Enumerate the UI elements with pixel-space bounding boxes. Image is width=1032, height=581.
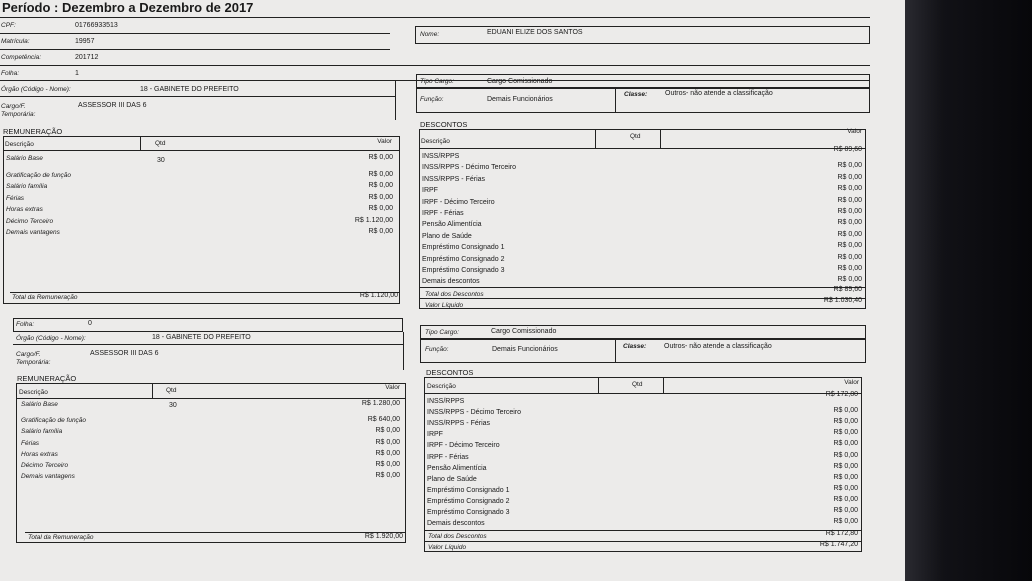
remuneracao-row-desc: Férias: [21, 439, 40, 447]
nome-box: [415, 26, 870, 44]
desconto-row-valor: R$ 0,00: [837, 173, 862, 181]
desconto-row-desc: IRPF: [422, 187, 438, 195]
rem-col-qtd-2: Qtd: [166, 387, 177, 394]
desconto-row-desc: IRPF - Décimo Terceiro: [427, 442, 500, 450]
desconto-row-valor: R$ 0,00: [833, 440, 858, 448]
rem-col-desc-1: Descrição: [5, 141, 34, 148]
desconto-row-desc: Empréstimo Consignado 2: [427, 497, 510, 505]
desconto-row-desc: Plano de Saúde: [422, 232, 472, 240]
remuneracao-row-desc: Décimo Terceiro: [21, 462, 69, 469]
desconto-row-desc: INSS/RPPS - Décimo Terceiro: [427, 409, 522, 417]
desc-col-valor-1: Valor: [847, 128, 862, 135]
desconto-row-desc: Empréstimo Consignado 1: [427, 486, 510, 494]
competencia-value: 201712: [75, 54, 99, 61]
classe-label-1: Classe:: [624, 91, 648, 98]
funcao-label-1: Função:: [420, 96, 444, 103]
desconto-row-desc: Empréstimo Consignado 3: [427, 509, 510, 516]
matricula-label: Matrícula:: [1, 38, 30, 45]
total-descontos-label-1: Total dos Descontos: [425, 291, 484, 298]
tipo-cargo-label-2: Tipo Cargo:: [425, 329, 459, 336]
remuneracao-row-desc: Salário família: [21, 428, 63, 436]
desc-col-valor-2: Valor: [844, 379, 859, 386]
desconto-row-valor: R$ 0,00: [837, 242, 862, 250]
remuneracao-row-valor: R$ 0,00: [375, 438, 400, 446]
desc-col-qtd-1: Qtd: [630, 133, 641, 140]
folha-label-2: Folha:: [16, 321, 35, 328]
desconto-row-valor: R$ 0,00: [837, 253, 862, 261]
cargo-label-1: Cargo/F. Temporária:: [1, 103, 36, 118]
remuneracao-row-valor: R$ 0,00: [368, 170, 393, 178]
tipo-cargo-label-1: Tipo Cargo:: [420, 78, 454, 85]
desconto-row-desc: INSS/RPPS - Férias: [422, 175, 486, 183]
total-remuneracao-value-1: R$ 1.120,00: [359, 292, 398, 299]
tipo-cargo-value-2: Cargo Comissionado: [491, 328, 557, 335]
remuneracao-row-desc: Férias: [6, 194, 25, 202]
funcao-value-1: Demais Funcionários: [487, 96, 553, 103]
desconto-row-valor: R$ 0,00: [833, 518, 858, 526]
remuneracao-title-1: REMUNERAÇÃO: [3, 127, 63, 136]
desconto-row-desc: INSS/RPPS - Décimo Terceiro: [422, 164, 517, 172]
folha-value-1: 1: [75, 70, 79, 77]
remuneracao-row-qtd: 30: [157, 157, 165, 164]
total-descontos-value-2: R$ 172,80: [825, 530, 858, 537]
desconto-row-desc: Plano de Saúde: [427, 475, 477, 483]
remuneracao-row-valor: R$ 0,00: [375, 427, 400, 435]
desconto-row-desc: Empréstimo Consignado 2: [422, 255, 505, 263]
classe-value-2: Outros- não atende a classificação: [664, 343, 772, 350]
remuneracao-row-desc: Salário Base: [6, 155, 43, 162]
desconto-row-valor: R$ 0,00: [837, 230, 862, 238]
desconto-row-valor: R$ 172,80: [825, 391, 858, 398]
total-remuneracao-label-1: Total da Remuneração: [12, 294, 78, 301]
rem-col-desc-2: Descrição: [19, 389, 48, 396]
remuneracao-row-desc: Salário família: [6, 183, 48, 190]
remuneracao-row-valor: R$ 0,00: [368, 205, 393, 212]
remuneracao-row-desc: Horas extras: [6, 206, 43, 213]
funcao-value-2: Demais Funcionários: [492, 346, 558, 353]
folha-box-2: [13, 318, 403, 332]
funcao-label-2: Função:: [425, 346, 449, 353]
desconto-row-valor: R$ 0,00: [837, 276, 862, 284]
desconto-row-desc: IRPF - Décimo Terceiro: [422, 198, 495, 206]
valor-liquido-value-2: R$ 1.747,20: [819, 541, 858, 548]
total-remuneracao-value-2: R$ 1.920,00: [364, 533, 403, 540]
desconto-row-valor: R$ 0,00: [833, 507, 858, 514]
desconto-row-valor: R$ 0,00: [833, 407, 858, 415]
monitor-bezel-shadow: [905, 0, 1032, 581]
remuneracao-row-valor: R$ 0,00: [375, 461, 400, 468]
matricula-value: 19957: [75, 38, 95, 45]
period-title: Período : Dezembro a Dezembro de 2017: [2, 0, 254, 15]
remuneracao-title-2: REMUNERAÇÃO: [17, 374, 77, 383]
cargo-value-1: ASSESSOR III DAS 6: [78, 102, 147, 109]
desconto-row-desc: Demais descontos: [422, 278, 480, 286]
remuneracao-row-desc: Demais vantagens: [21, 473, 75, 481]
desconto-row-desc: INSS/RPPS: [427, 398, 465, 405]
remuneracao-row-desc: Demais vantagens: [6, 229, 60, 236]
remuneracao-row-desc: Gratificação de função: [21, 417, 87, 425]
desconto-row-desc: IRPF: [427, 431, 443, 439]
total-remuneracao-label-2: Total da Remuneração: [28, 534, 94, 541]
cpf-label: CPF:: [1, 22, 16, 29]
tipo-cargo-box-1: [416, 74, 870, 88]
desconto-row-desc: Pensão Alimentícia: [427, 464, 487, 472]
desconto-row-desc: INSS/RPPS: [422, 153, 460, 160]
remuneracao-row-valor: R$ 0,00: [375, 449, 400, 457]
remuneracao-row-valor: R$ 0,00: [368, 182, 393, 189]
desconto-row-valor: R$ 0,00: [837, 208, 862, 215]
desconto-row-valor: R$ 0,00: [837, 185, 862, 193]
remuneracao-row-valor: R$ 0,00: [368, 193, 393, 201]
rem-col-qtd-1: Qtd: [155, 140, 166, 147]
desconto-row-valor: R$ 0,00: [833, 451, 858, 459]
desconto-row-desc: IRPF - Férias: [427, 453, 469, 461]
desconto-row-desc: Pensão Alimentícia: [422, 221, 482, 229]
total-descontos-value-1: R$ 89,60: [833, 286, 862, 293]
desconto-row-desc: IRPF - Férias: [422, 210, 464, 217]
desconto-row-valor: R$ 0,00: [833, 495, 858, 503]
tipo-cargo-box-2: [420, 325, 866, 339]
remuneracao-row-qtd: 30: [169, 402, 177, 409]
cpf-value: 01766933513: [75, 22, 118, 29]
remuneracao-row-valor: R$ 640,00: [367, 416, 400, 424]
remuneracao-row-valor: R$ 0,00: [375, 472, 400, 480]
remuneracao-row-valor: R$ 1.120,00: [354, 216, 393, 224]
desconto-row-valor: R$ 0,00: [837, 265, 862, 272]
total-descontos-label-2: Total dos Descontos: [428, 533, 487, 540]
desconto-row-valor: R$ 0,00: [833, 429, 858, 437]
orgao-label-2: Órgão (Código - Nome):: [16, 335, 86, 342]
desconto-row-valor: R$ 0,00: [837, 219, 862, 227]
nome-label: Nome:: [420, 31, 440, 38]
cargo-value-2: ASSESSOR III DAS 6: [90, 350, 159, 357]
desconto-row-valor: R$ 0,00: [833, 484, 858, 492]
desc-col-desc-2: Descrição: [427, 383, 456, 390]
classe-label-2: Classe:: [623, 343, 647, 350]
orgao-label-1: Órgão (Código - Nome):: [1, 86, 71, 93]
remuneracao-row-valor: R$ 0,00: [368, 228, 393, 235]
rem-col-valor-1: Valor: [377, 138, 392, 145]
remuneracao-row-desc: Gratificação de função: [6, 171, 72, 179]
nome-value: EDUANI ELIZE DOS SANTOS: [487, 29, 583, 36]
cargo-label-2: Cargo/F. Temporária:: [16, 351, 51, 366]
competencia-label: Competência:: [1, 54, 42, 61]
orgao-value-1: 18 - GABINETE DO PREFEITO: [140, 86, 239, 93]
classe-value-1: Outros- não atende a classificação: [665, 90, 773, 97]
desc-col-qtd-2: Qtd: [632, 381, 643, 388]
desconto-row-valor: R$ 0,00: [837, 196, 862, 204]
orgao-value-2: 18 - GABINETE DO PREFEITO: [152, 334, 251, 341]
desconto-row-valor: R$ 0,00: [837, 162, 862, 170]
remuneracao-row-desc: Décimo Terceiro: [6, 217, 54, 225]
remuneracao-row-desc: Salário Base: [21, 401, 58, 408]
valor-liquido-label-2: Valor Líquido: [428, 544, 467, 551]
folha-value-2: 0: [88, 320, 92, 327]
desconto-row-desc: INSS/RPPS - Férias: [427, 420, 491, 428]
desconto-row-valor: R$ 0,00: [833, 473, 858, 481]
desconto-row-valor: R$ 0,00: [833, 462, 858, 470]
desconto-row-desc: Empréstimo Consignado 3: [422, 267, 505, 274]
remuneracao-row-valor: R$ 0,00: [368, 154, 393, 161]
remuneracao-row-desc: Horas extras: [21, 450, 58, 458]
tipo-cargo-value-1: Cargo Comissionado: [487, 78, 553, 85]
desconto-row-desc: Empréstimo Consignado 1: [422, 244, 505, 252]
desconto-row-valor: R$ 89,60: [833, 146, 862, 153]
desconto-row-valor: R$ 0,00: [833, 418, 858, 426]
descontos-title-1: DESCONTOS: [420, 120, 468, 129]
valor-liquido-value-1: R$ 1.030,40: [823, 297, 862, 304]
desc-col-desc-1: Descrição: [421, 138, 450, 145]
valor-liquido-label-1: Valor Líquido: [425, 302, 464, 309]
descontos-title-2: DESCONTOS: [426, 368, 474, 377]
rem-col-valor-2: Valor: [385, 384, 400, 391]
remuneracao-row-valor: R$ 1.280,00: [361, 400, 400, 407]
folha-label-1: Folha:: [1, 70, 20, 77]
desconto-row-desc: Demais descontos: [427, 520, 485, 528]
